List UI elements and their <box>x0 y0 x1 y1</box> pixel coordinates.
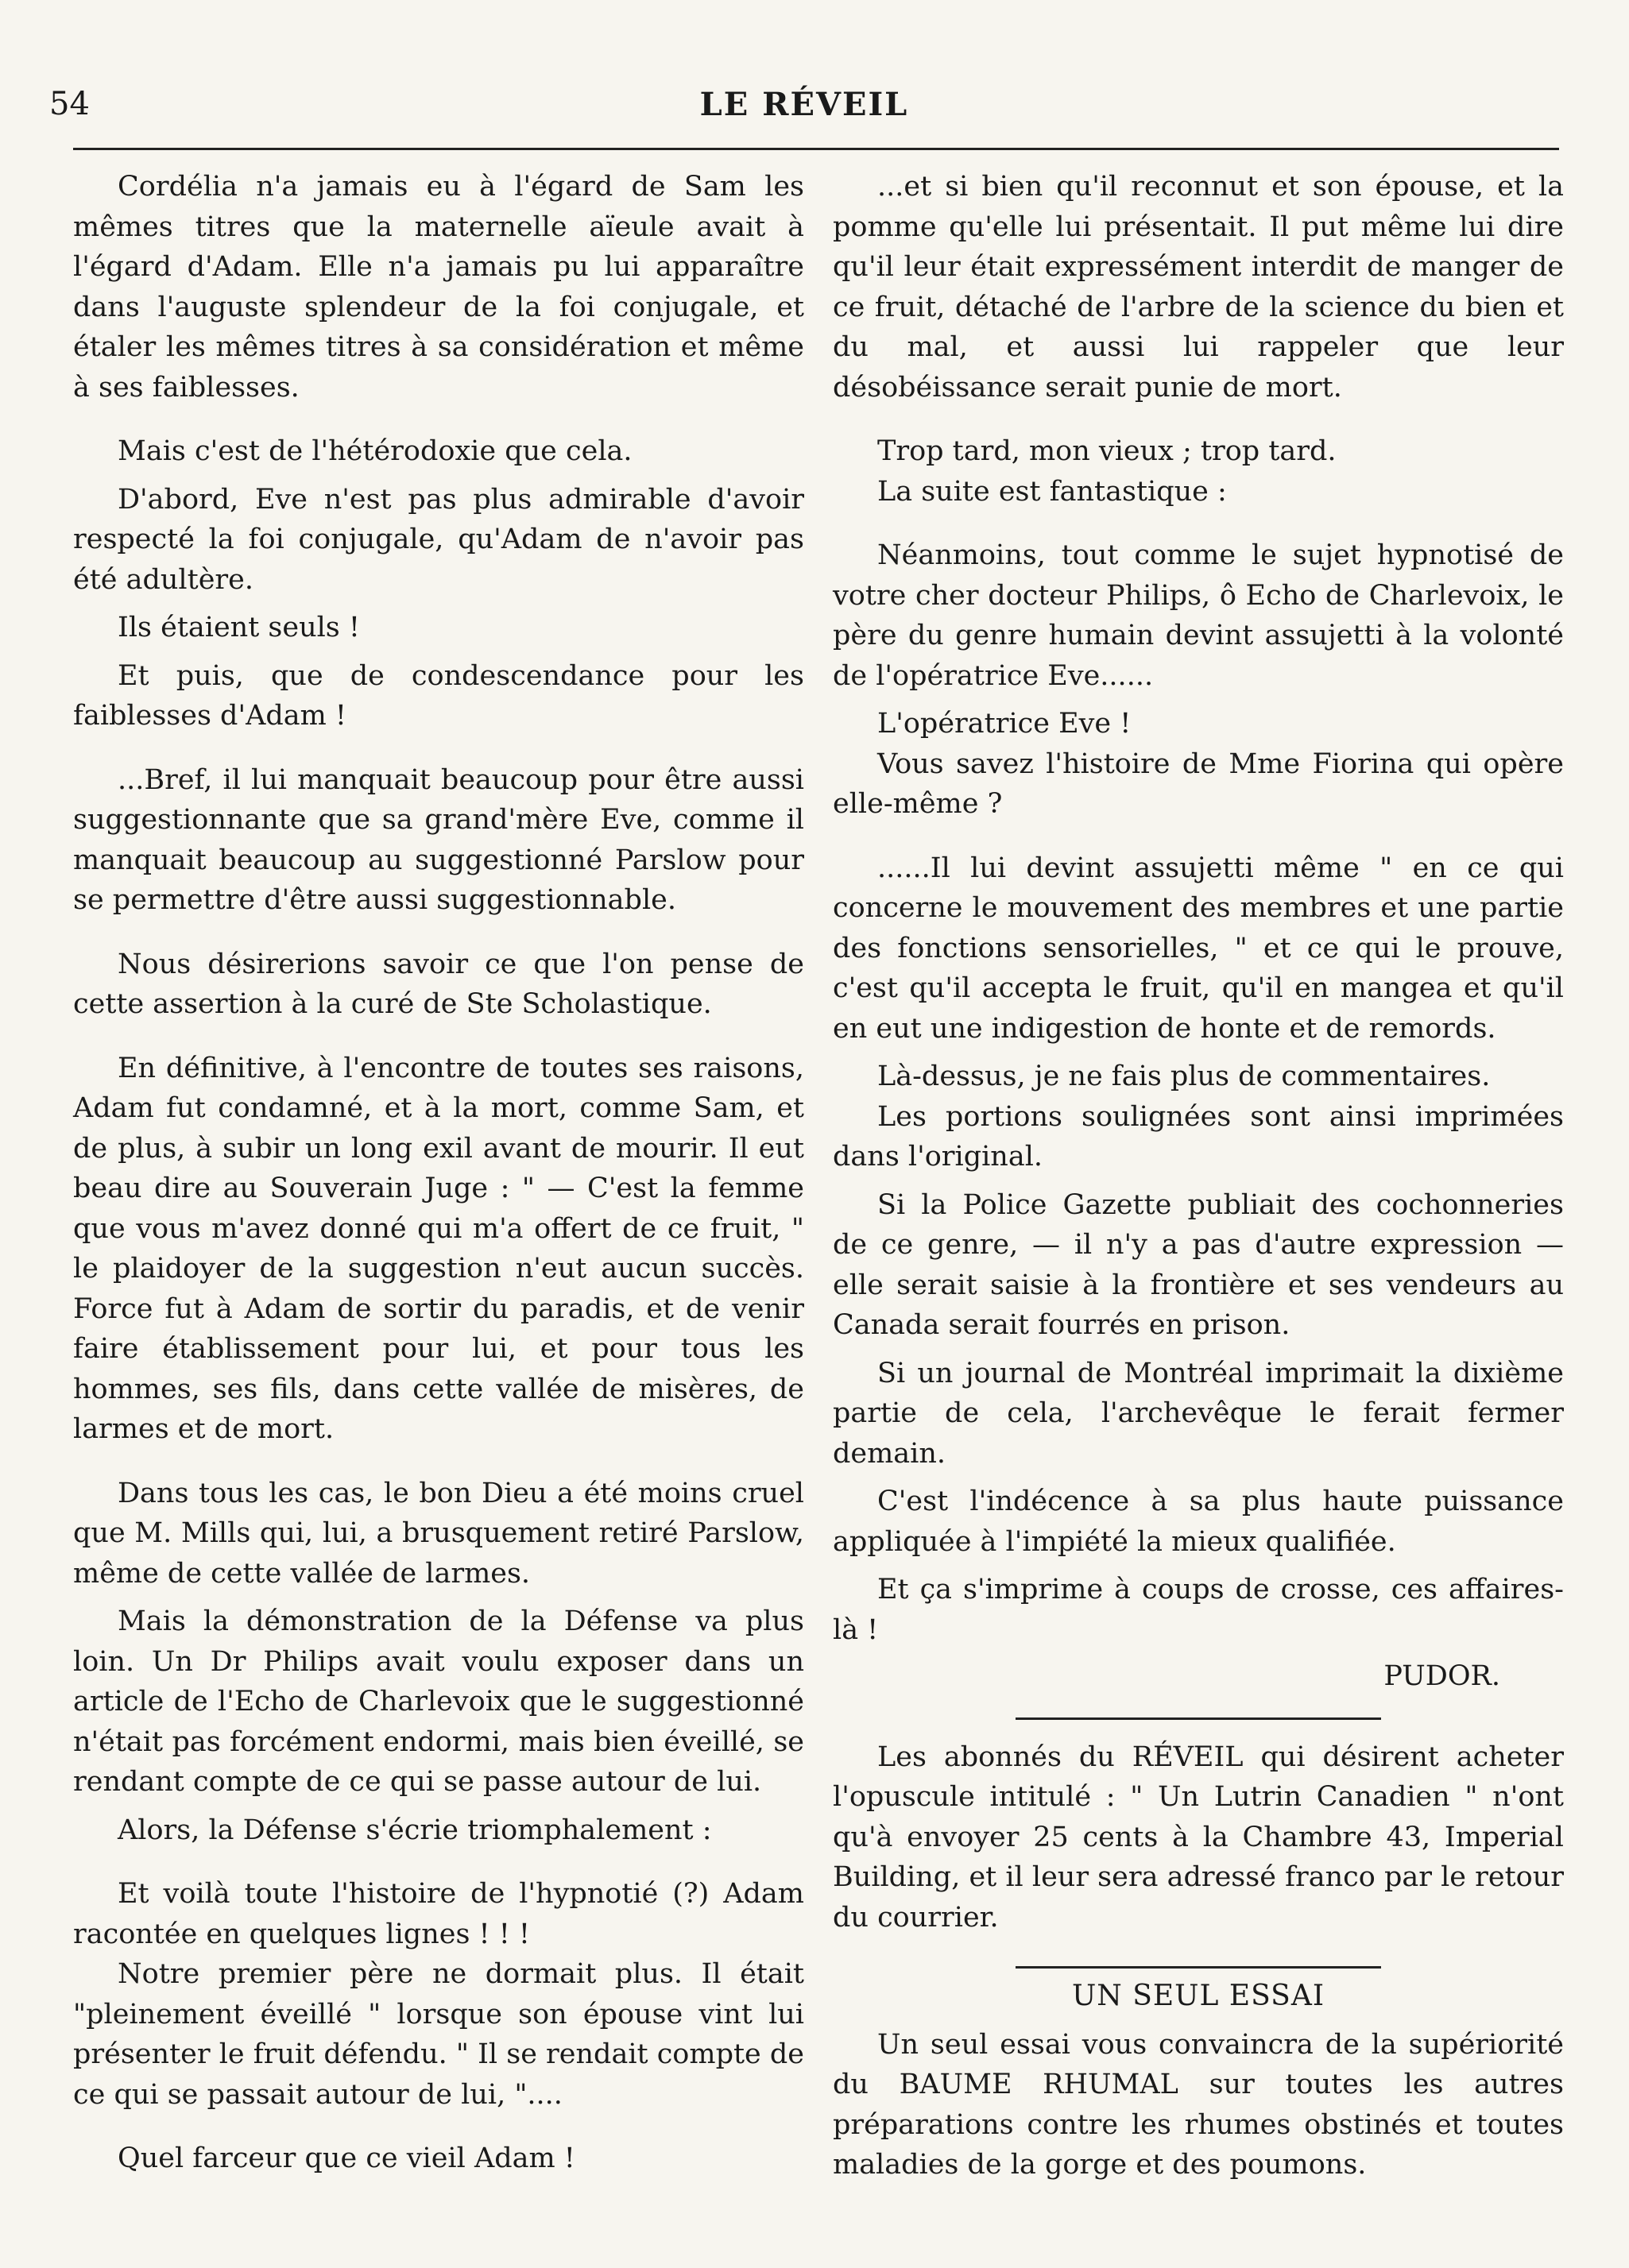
subscriber-notice: Les abonnés du RÉVEIL qui désirent acheter l'opuscule intitulé : " Un Lutrin Canadien " n'ont qu'à envoyer 25 cents à la Chambre 43, Imperial Building, et il leur sera adressé franco par le retour du courrier. <box>833 1741 1564 1934</box>
left-column <box>73 167 804 2179</box>
paragraph: Si la Police Gazette publiait des cochonneries de ce genre, — il n'y a pas d'autre expression — elle serait saisie à la frontière et ses vendeurs au Canada serait fourrés en prison. <box>833 1188 1564 1341</box>
paragraph: Et ça s'imprime à coups de crosse, ces affaires-là ! <box>833 1574 1564 1646</box>
paragraph: Dans tous les cas, le bon Dieu a été moins cruel que M. Mills qui, lui, a brusquement retiré Parslow, même de cette vallée de larmes. <box>73 1477 804 1590</box>
paragraph: Néanmoins, tout comme le sujet hypnotisé de votre cher docteur Philips, ô Echo de Charlevoix, le père du genre humain devint assujetti à la volonté de l'opératrice Eve...... <box>833 539 1564 692</box>
paragraph: D'abord, Eve n'est pas plus admirable d'avoir respecté la foi conjugale, qu'Adam de n'avoir pas été adultère. <box>73 483 804 596</box>
paragraph: L'opératrice Eve ! <box>877 708 1132 740</box>
paragraph: ...et si bien qu'il reconnut et son épouse, et la pomme qu'elle lui présentait. Il put même lui dire qu'il leur était expressément interdit de manger de ce fruit, détaché de l'arbre de la science du bien et du mal, et aussi lui rappeler que leur désobéissance serait punie de mort. <box>833 171 1564 404</box>
paragraph: Si un journal de Montréal imprimait la dixième partie de cela, l'archevêque le ferait fermer demain. <box>833 1357 1564 1470</box>
paragraph: Nous désirerions savoir ce que l'on pense de cette assertion à la curé de Ste Scholastique. <box>73 948 804 1020</box>
paragraph: Alors, la Défense s'écrie triomphalement : <box>118 1814 712 1846</box>
page-header <box>49 86 1559 133</box>
page-number: 54 <box>49 86 90 122</box>
paragraph: Vous savez l'histoire de Mme Fiorina qui opère elle-même ? <box>833 748 1564 820</box>
paragraph: Et puis, que de condescendance pour les faiblesses d'Adam ! <box>73 659 804 732</box>
paragraph: Notre premier père ne dormait plus. Il était "pleinement éveillé " lorsque son épouse vint lui présenter le fruit défendu. " Il se rendait compte de ce qui se passait autour de lui, ".... <box>73 1958 804 2111</box>
paragraph: Les portions soulignées sont ainsi imprimées dans l'original. <box>833 1100 1564 1173</box>
paragraph: Et voilà toute l'histoire de l'hypnotié (?) Adam racontée en quelques lignes ! ! ! <box>73 1878 804 1950</box>
running-title: LE RÉVEIL <box>699 86 909 123</box>
advertisement-heading: UN SEUL ESSAI <box>1071 1980 1325 2012</box>
section-divider <box>1016 1966 1381 1969</box>
paragraph: ...Bref, il lui manquait beaucoup pour être aussi suggestionnante que sa grand'mère Eve, comme il manquait beaucoup au suggestionné Parslow pour se permettre d'être aussi suggestionnable. <box>73 763 804 916</box>
paragraph: C'est l'indécence à sa plus haute puissance appliquée à l'impiété la mieux qualifiée. <box>833 1486 1564 1558</box>
paragraph: Là-dessus, je ne fais plus de commentaires. <box>877 1061 1491 1092</box>
paragraph: Trop tard, mon vieux ; trop tard. <box>877 435 1337 467</box>
author-signature: PUDOR. <box>1383 1660 1500 1692</box>
paragraph: Mais c'est de l'hétérodoxie que cela. <box>118 435 633 467</box>
paragraph: ......Il lui devint assujetti même " en ce qui concerne le mouvement des membres et une partie des fonctions sensorielles, " et ce qui le prouve, c'est qu'il accepta le fruit, qu'il en mangea et qu'il en eut une indigestion de honte et de remords. <box>833 852 1564 1045</box>
paragraph: Cordélia n'a jamais eu à l'égard de Sam les mêmes titres que la maternelle aïeule avait à l'égard d'Adam. Elle n'a jamais pu lui apparaître dans l'auguste splendeur de la foi conjugale, et étaler les mêmes titres à sa considération et même à ses faiblesses. <box>73 171 804 404</box>
header-rule <box>73 148 1559 150</box>
paragraph: Quel farceur que ce vieil Adam ! <box>118 2142 575 2174</box>
section-divider <box>1016 1717 1381 1720</box>
paragraph: Mais la démonstration de la Défense va plus loin. Un Dr Philips avait voulu exposer dans un article de l'Echo de Charlevoix que le suggestionné n'était pas forcément endormi, mais bien éveillé, se rendant compte de ce qui se passe autour de lui. <box>73 1605 804 1798</box>
paragraph: En définitive, à l'encontre de toutes ses raisons, Adam fut condamné, et à la mort, comme Sam, et de plus, à subir un long exil avant de mourir. Il eut beau dire au Souverain Juge : " — C'est la femme que vous m'avez donné qui m'a offert de ce fruit, " le plaidoyer de la suggestion n'eut aucun succès. Force fut à Adam de sortir du paradis, et de venir faire établissement pour lui, et pour tous les hommes, ses fils, dans cette vallée de misères, de larmes et de mort. <box>73 1052 804 1445</box>
advertisement-text: Un seul essai vous convaincra de la supériorité du BAUME RHUMAL sur toutes les autres préparations contre les rhumes obstinés et toutes maladies de la gorge et des poumons. <box>833 2028 1564 2181</box>
paragraph: Ils étaient seuls ! <box>118 612 360 643</box>
right-column <box>833 167 1564 2185</box>
paragraph: La suite est fantastique : <box>877 475 1227 508</box>
